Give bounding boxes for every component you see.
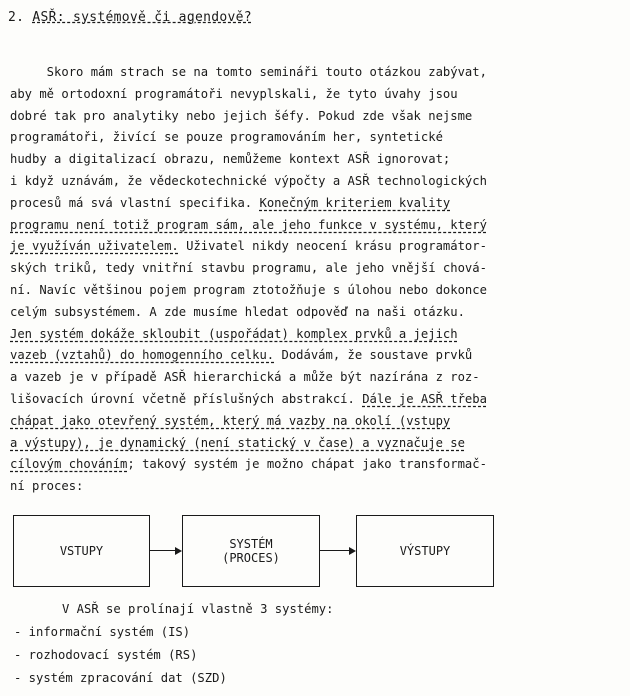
text-line — [10, 236, 620, 258]
outputs-box — [356, 515, 494, 587]
text-segment: dobré tak pro analytiky nebo jejich šéfy. Pokud zde však nejsme — [10, 108, 473, 123]
text-line — [10, 454, 620, 476]
text-segment: Skoro mám strach se na tomto semináři touto otázkou zabývat, — [10, 65, 487, 79]
text-segment: Uživatel nikdy neocení krásu programátor- — [178, 239, 487, 254]
section-number: 2. — [8, 10, 25, 25]
text-line — [10, 193, 620, 215]
text-line — [10, 433, 620, 455]
text-segment: ských triků, tedy vnitřní stavbu programu, ale jeho vnější chová- — [10, 261, 487, 276]
text-segment: lišovacích úrovní včetně příslušných abstrakcí. — [10, 391, 363, 406]
systems-list — [14, 625, 227, 694]
outputs-label: VÝSTUPY — [399, 544, 451, 558]
text-line — [10, 411, 620, 433]
underlined-text: Jen systém dokáže skloubit (uspořádat) komplex prvků a jejich — [10, 326, 458, 341]
arrowhead-icon — [349, 547, 356, 555]
text-line — [10, 62, 620, 84]
process-label: (PROCES) — [222, 551, 280, 565]
system-label: SYSTÉM — [229, 537, 273, 551]
inputs-label: VSTUPY — [59, 544, 104, 558]
text-line — [10, 127, 620, 149]
arrow-system-to-outputs — [320, 550, 351, 551]
underlined-text: vazeb (vztahů) do homogenního celku. — [10, 348, 275, 363]
arrowhead-icon — [175, 547, 182, 555]
text-segment: i když uznávám, že vědeckotechnické výpočty a ASŘ technologických — [10, 173, 487, 188]
text-line — [10, 302, 620, 324]
text-segment: ní proces: — [10, 479, 84, 494]
body-paragraph — [10, 62, 620, 498]
text-segment: hudby a digitalizací obrazu, nemůžeme kontext ASŘ ignorovat; — [10, 152, 451, 167]
text-line — [10, 280, 620, 302]
arrow-inputs-to-system — [150, 550, 177, 551]
text-segment: ní. Navíc většinou pojem program ztotožňuje s úlohou nebo dokonce — [10, 282, 487, 297]
text-line — [10, 215, 620, 237]
text-line — [10, 258, 620, 280]
text-line — [10, 149, 620, 171]
text-segment: celým subsystémem. A zde musíme hledat odpověď na naši otázku. — [10, 304, 465, 319]
list-item: - systém zpracování dat (SZD) — [14, 671, 227, 685]
list-item: - rozhodovací systém (RS) — [14, 648, 198, 662]
section-title: ASŘ: systémově či agendově? — [32, 10, 252, 25]
text-line — [10, 324, 620, 346]
text-segment: a vazeb je v případě ASŘ hierarchická a může být nazírána z roz- — [10, 370, 480, 385]
text-segment: ; takový systém je možno chápat jako transformač- — [127, 457, 487, 472]
section-heading — [8, 10, 252, 25]
underlined-text: Konečným kriteriem kvality — [259, 195, 451, 210]
text-segment: aby mě ortodoxní programátoři nevyplskali, že tyto úvahy jsou — [10, 86, 458, 101]
list-item: - informační systém (IS) — [14, 625, 191, 639]
underlined-text: a výstupy), je dynamický (není statický v čase) a vyznačuje se — [10, 435, 465, 450]
text-line — [10, 345, 620, 367]
text-line — [10, 367, 620, 389]
system-box — [182, 515, 320, 587]
text-line — [10, 389, 620, 411]
underlined-text: programu není totiž program sám, ale jeho funkce v systému, který — [10, 217, 487, 232]
text-segment: procesů má svá vlastní specifika. — [10, 195, 260, 210]
text-line — [10, 476, 620, 498]
text-line — [10, 171, 620, 193]
underlined-text: je využíván uživatelem. — [10, 239, 179, 254]
text-line — [10, 84, 620, 106]
underlined-text: cílovým chováním — [10, 457, 128, 472]
text-line — [10, 106, 620, 128]
text-segment: programátoři, živící se pouze programováním her, syntetické — [10, 130, 443, 145]
text-segment: Dodávám, že soustave prvků — [274, 348, 473, 363]
underlined-text: chápat jako otevřený systém, který má vazby na okolí (vstupy — [10, 413, 451, 428]
list-intro: V ASŘ se prolínají vlastně 3 systémy: — [62, 602, 334, 616]
underlined-text: Dále je ASŘ třeba — [362, 391, 487, 406]
inputs-box — [13, 515, 150, 587]
